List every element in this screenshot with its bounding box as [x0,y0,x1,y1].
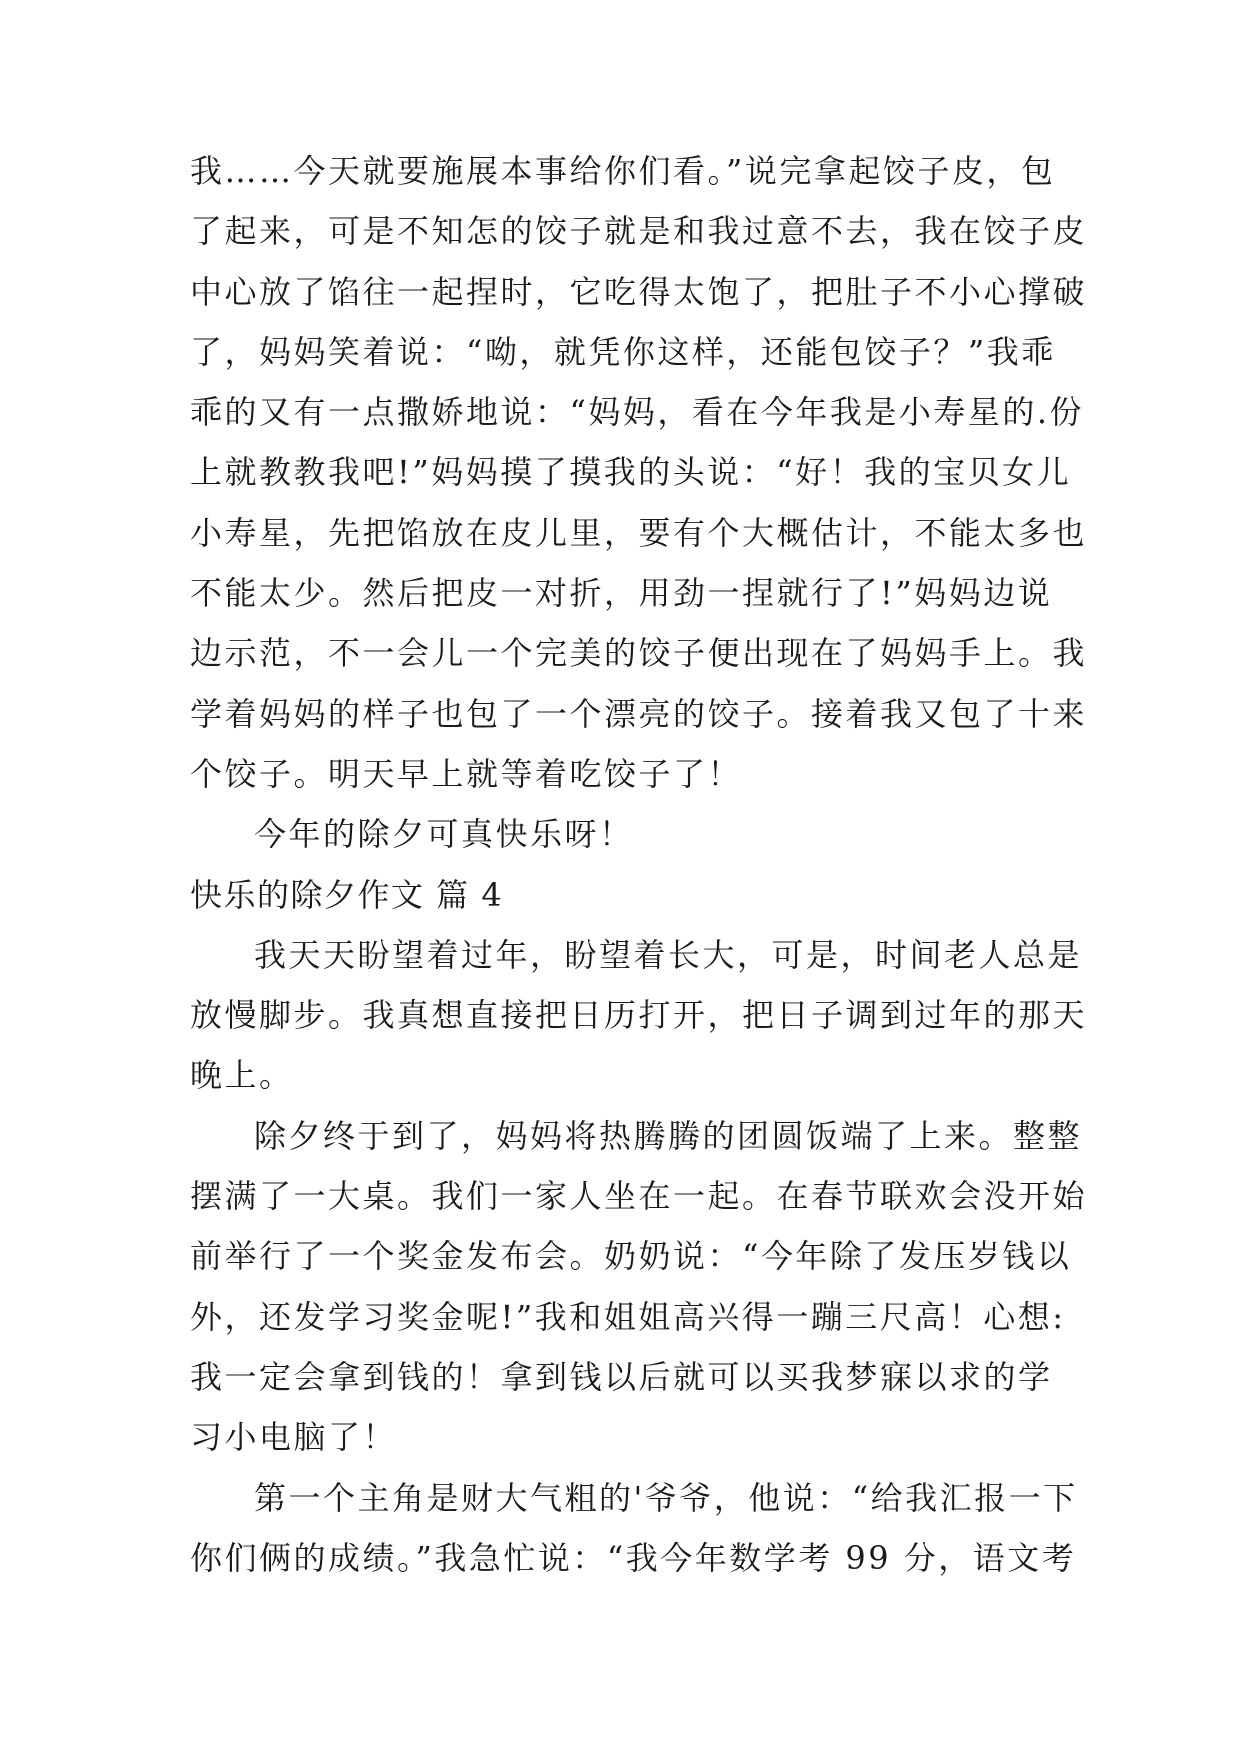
text-line: 不能太少。然后把皮一对折，用劲一捏就行了!”妈妈边说 [190,574,1053,612]
paragraph-first-line: 今年的除夕可真快乐呀！ [254,815,634,853]
paragraph-first-line: 除夕终于到了，妈妈将热腾腾的团圆饭端了上来。整整 [254,1117,1083,1155]
text-line: 我……今天就要施展本事给你们看。”说完拿起饺子皮，包 [190,152,1056,190]
text-line: 我一定会拿到钱的！拿到钱以后就可以买我梦寐以求的学 [190,1358,1053,1396]
text-line: 乖的又有一点撒娇地说：“妈妈，看在今年我是小寿星的.份 [190,393,1085,431]
section-heading: 快乐的除夕作文 篇 4 [190,876,504,914]
text-line: 个饺子。明天早上就等着吃饺子了！ [190,755,743,793]
text-line: 上就教教我吧!”妈妈摸了摸我的头说：“好！我的宝贝女儿 [190,453,1072,491]
text-line: 习小电脑了！ [190,1418,398,1456]
text-line: 你们俩的成绩。”我急忙说：“我今年数学考 99 分，语文考 [190,1539,1077,1577]
text-line: 小寿星，先把馅放在皮儿里，要有个大概估计，不能太多也 [190,514,1088,552]
text-line: 前举行了一个奖金发布会。奶奶说：“今年除了发压岁钱以 [190,1237,1072,1275]
text-line: 边示范，不一会儿一个完美的饺子便出现在了妈妈手上。我 [190,634,1088,672]
text-line: 中心放了馅往一起捏时，它吃得太饱了，把肚子不小心撑破 [190,273,1088,311]
paragraph-first-line: 第一个主角是财大气粗的'爷爷，他说：“给我汇报一下 [254,1479,1078,1517]
text-line: 放慢脚步。我真想直接把日历打开，把日子调到过年的那天 [190,996,1088,1034]
text-line: 摆满了一大桌。我们一家人坐在一起。在春节联欢会没开始 [190,1177,1088,1215]
text-line: 外，还发学习奖金呢!”我和姐姐高兴得一蹦三尺高！心想: [190,1298,1066,1336]
paragraph-first-line: 我天天盼望着过年，盼望着长大，可是，时间老人总是 [254,936,1083,974]
text-line: 了起来，可是不知怎的饺子就是和我过意不去，我在饺子皮 [190,212,1088,250]
text-line: 晚上。 [190,1056,294,1094]
text-line: 了，妈妈笑着说：“呦，就凭你这样，还能包饺子？”我乖 [190,333,1056,371]
text-line: 学着妈妈的样子也包了一个漂亮的饺子。接着我又包了十来 [190,695,1088,733]
